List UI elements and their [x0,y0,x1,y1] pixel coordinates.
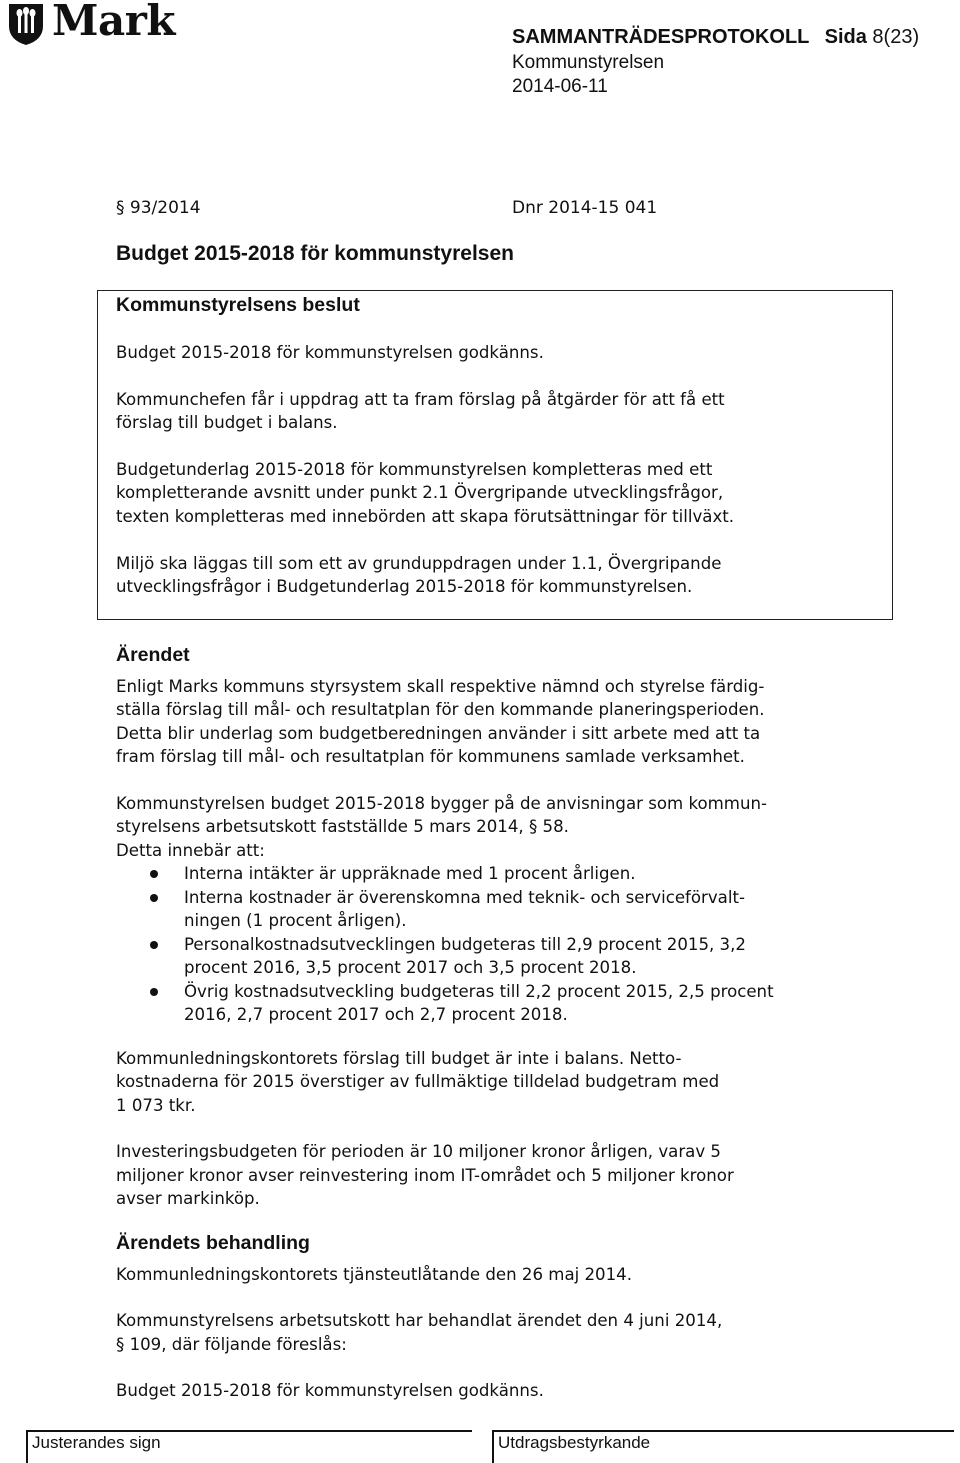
decision-line: kompletterande avsnitt under punkt 2.1 Övergripande utvecklingsfrågor, [116,483,724,502]
paragraph-reference: § 93/2014 [116,198,201,218]
assumption-list [150,862,774,1027]
list-item-text: procent 2016, 3,5 procent 2017 och 3,5 procent 2018. [184,958,637,977]
page-number: 8(23) [872,26,920,48]
protocol-title: SAMMANTRÄDESPROTOKOLL [512,26,810,48]
paragraph-line: Kommunstyrelsens arbetsutskott har behandlat ärendet den 4 juni 2014, [116,1311,723,1330]
paragraph-line: Detta blir underlag som budgetberedningen använder i sitt arbete med att ta [116,724,761,743]
bullet-icon [150,988,158,996]
paragraph-line: styrelsens arbetsutskott fastställde 5 mars 2014, § 58. [116,817,569,836]
case-title: Budget 2015-2018 för kommunstyrelsen [116,242,514,265]
paragraph-line: avser markinköp. [116,1189,260,1208]
paragraph-line: Detta innebär att: [116,841,265,860]
list-item [150,980,774,1027]
decision-heading: Kommunstyrelsens beslut [116,294,360,316]
list-item-text: Interna intäkter är uppräknade med 1 procent årligen. [184,864,636,883]
paragraph-line: kostnaderna för 2015 överstiger av fullmäktige tilldelad budgetram med [116,1072,720,1091]
list-item-text: ningen (1 procent årligen). [184,911,407,930]
paragraph-line: 1 073 tkr. [116,1096,196,1115]
paragraph-line: Kommunstyrelsen budget 2015-2018 bygger på de anvisningar som kommun- [116,794,767,813]
paragraph-line: Budget 2015-2018 för kommunstyrelsen godkänns. [116,1381,544,1400]
list-item-text: 2016, 2,7 procent 2017 och 2,7 procent 2018. [184,1005,568,1024]
footer-divider [492,1430,494,1463]
paragraph-line: Kommunledningskontorets förslag till budget är inte i balans. Netto- [116,1049,682,1068]
bullet-icon [150,941,158,949]
paragraph-line: miljoner kronor avser reinvestering inom IT-området och 5 miljoner kronor [116,1166,734,1185]
paragraph-line: Investeringsbudgeten för perioden är 10 miljoner kronor årligen, varav 5 [116,1142,721,1161]
decision-line: utvecklingsfrågor i Budgetunderlag 2015-2018 för kommunstyrelsen. [116,577,693,596]
footer-rule-right [492,1430,954,1432]
footer-divider [26,1430,28,1463]
bullet-icon [150,894,158,902]
paragraph-line: ställa förslag till mål- och resultatplan för den kommande planeringsperioden. [116,700,765,719]
diary-number: Dnr 2014-15 041 [512,198,658,218]
decision-line: förslag till budget i balans. [116,413,338,432]
arendet-heading: Ärendet [116,644,190,666]
decision-line: Budgetunderlag 2015-2018 för kommunstyrelsen kompletteras med ett [116,460,713,479]
list-item-text: Interna kostnader är överenskomna med teknik- och serviceförvalt- [184,887,745,907]
document-type-header [512,26,919,49]
page-label: Sida [824,26,867,48]
municipality-logo [6,2,186,46]
list-item-text: Övrig kostnadsutveckling budgeteras till 2,2 procent 2015, 2,5 procent [184,981,774,1001]
paragraph-line: fram förslag till mål- och resultatplan för kommunens samlade verksamhet. [116,747,745,766]
behandling-heading: Ärendets behandling [116,1232,310,1254]
header-date: 2014-06-11 [512,76,608,97]
decision-line: Budget 2015-2018 för kommunstyrelsen godkänns. [116,343,544,362]
header-body-name: Kommunstyrelsen [512,52,665,73]
footer-rule-left [26,1430,472,1432]
paragraph-line: Kommunledningskontorets tjänsteutlåtande den 26 maj 2014. [116,1265,633,1284]
decision-line: texten kompletteras med innebörden att skapa förutsättningar för tillväxt. [116,507,735,526]
list-item [150,933,774,980]
paragraph-line: Enligt Marks kommuns styrsystem skall respektive nämnd och styrelse färdig- [116,677,765,696]
list-item [150,886,774,933]
decision-line: Miljö ska läggas till som ett av grunduppdragen under 1.1, Övergripande [116,554,722,573]
justerandes-sign-field: Justerandes sign [32,1433,161,1452]
utdragsbestyrkande-field: Utdragsbestyrkande [498,1433,651,1452]
paragraph-line: § 109, där följande föreslås: [116,1335,347,1354]
list-item-text: Personalkostnadsutvecklingen budgeteras till 2,9 procent 2015, 3,2 [184,934,746,954]
bullet-icon [150,870,158,878]
list-item [150,862,774,886]
decision-line: Kommunchefen får i uppdrag att ta fram förslag på åtgärder för att få ett [116,390,725,409]
municipal-crest-icon [6,2,46,46]
logo-wordmark: Mark [52,0,175,45]
